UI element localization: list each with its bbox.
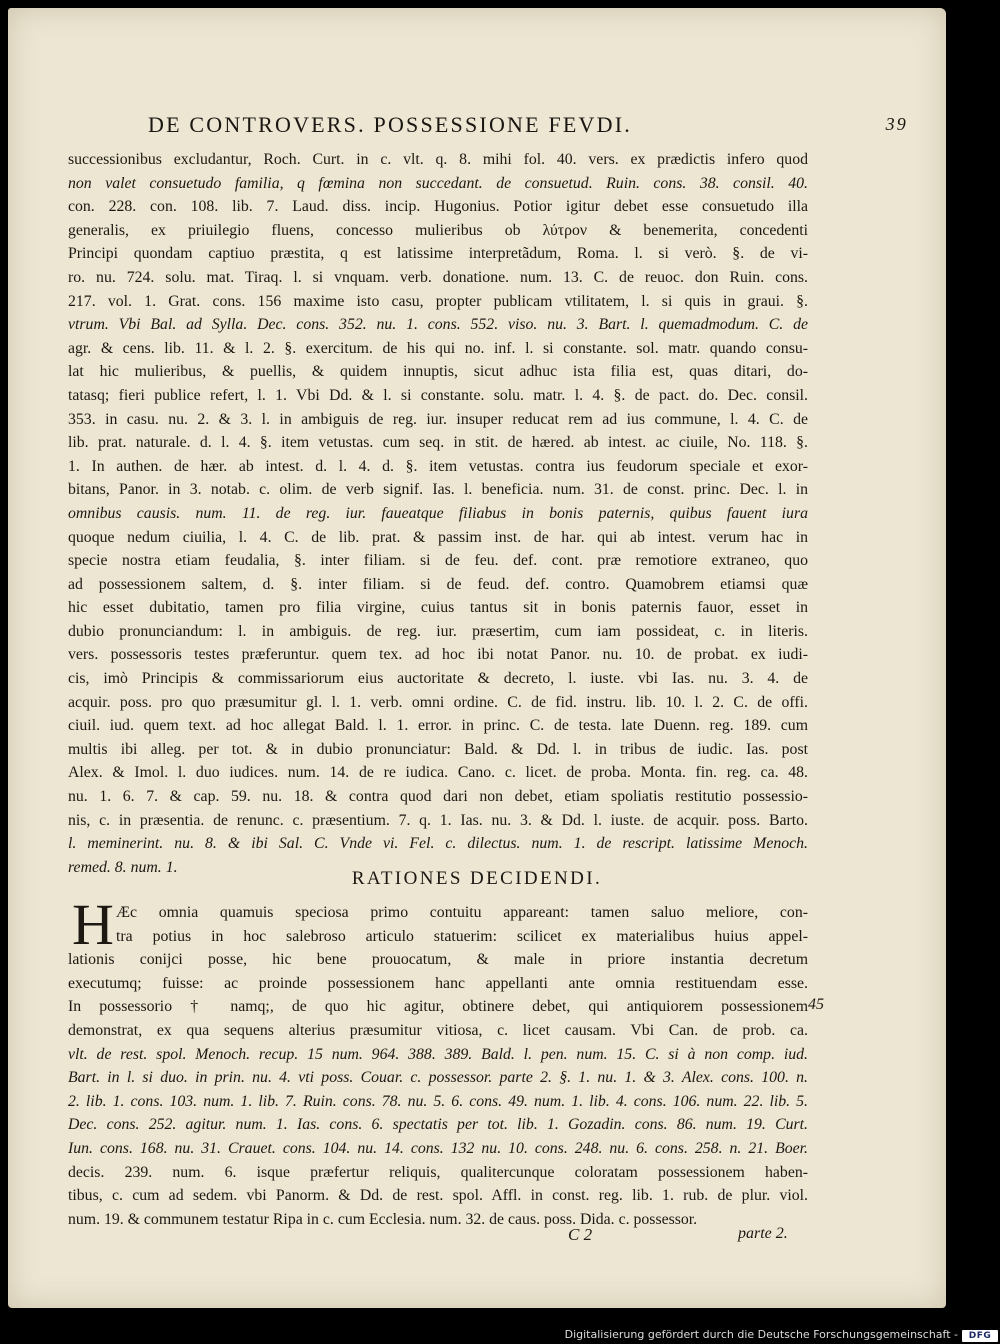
rationes-text-block bbox=[68, 901, 808, 1231]
text-line: acquir. poss. pro quo præsumitur gl. l. 1. verb. omni ordine. C. de fid. instru. lib. 10. l. 2. C. de offi. bbox=[68, 693, 808, 711]
text-line: decis. 239. num. 6. isque præfertur reliquis, qualitercunque coloratam possessionem haben- bbox=[68, 1163, 808, 1181]
text-line: ad possessionem saltem, d. §. inter filiam. si de feud. def. contro. Quamobrem etiamsi quæ bbox=[68, 575, 808, 593]
text-line: l. meminerint. nu. 8. & ibi Sal. C. Vnde vi. Fel. c. dilectus. num. 1. de rescript. latissime Menoch. bbox=[68, 835, 808, 853]
text-line: vtrum. Vbi Bal. ad Sylla. Dec. cons. 352. nu. 1. cons. 552. viso. nu. 3. Bart. l. quemadmodum. C. de bbox=[68, 316, 808, 334]
text-line: bitans, Panor. in 3. notab. c. olim. de verb signif. Ias. l. beneficia. num. 31. de const. princ. Dec. l. in bbox=[68, 481, 808, 499]
text-line: nis, c. in præsentia. de renunc. c. præsentium. 7. q. 1. Ias. nu. 3. & Dd. l. iuste. de acquir. poss. Barto. bbox=[68, 811, 808, 829]
text-line: non valet consuetudo familia, q fœmina non succedant. de consuetud. Ruin. cons. 38. consil. 40. bbox=[68, 174, 808, 192]
body-text-block bbox=[68, 148, 808, 879]
text-line: In possessorio † namq;, de quo hic agitur, obtinere debet, qui antiquiorem possessionem bbox=[68, 998, 808, 1016]
text-line: quoque nedum ciuilia, l. 4. C. de lib. prat. & passim inst. de har. qui ab intest. verum hac in bbox=[68, 528, 808, 546]
text-line: 1. In authen. de hær. ab intest. d. l. 4. d. §. item vetustas. contra ius feudorum speciale et exor- bbox=[68, 457, 808, 475]
text-line: lationis conijci posse, hic bene prouocatum, & male in priore instantia decretum bbox=[68, 951, 808, 969]
text-line: 217. vol. 1. Grat. cons. 156 maxime isto casu, propter publicam vtilitatem, l. si quis in graui. §. bbox=[68, 292, 808, 310]
text-line: Principi quondam captiuo præstita, q est latissime interpretãdum, Roma. l. si verò. §. de vi- bbox=[68, 245, 808, 263]
text-line: vlt. de rest. spol. Menoch. recup. 15 num. 964. 388. 389. Bald. l. pen. num. 15. C. si à non comp. iud. bbox=[68, 1045, 808, 1063]
running-title: DE CONTROVERS. POSSESSIONE FEVDI. bbox=[148, 112, 632, 137]
text-line: ciuil. iud. quem text. ad hoc allegat Bald. l. 1. error. in princ. C. de testa. late Duenn. reg. 189. cum bbox=[68, 717, 808, 735]
text-line: executumq; fuisse: ac proinde possessionem hanc appellanti ante omnia restituendam esse. bbox=[68, 974, 808, 992]
text-line: tatasq; fieri publice refert, l. 1. Vbi Dd. & l. si constante. solu. matr. l. 4. §. de pact. do. Dec. consil. bbox=[68, 386, 808, 404]
text-line: agr. & cens. lib. 11. & l. 2. §. exercitum. de his qui no. inf. l. si constante. sol. matr. quando consu- bbox=[68, 339, 808, 357]
text-line: cis, imò Principis & commissariorum eius auctoritate & decreto, l. iuste. vbi Ias. nu. 3. 4. de bbox=[68, 670, 808, 688]
text-line: ro. nu. 724. solu. mat. Tiraq. l. si vnquam. verb. donatione. num. 13. C. de reuoc. don Ruin. cons. bbox=[68, 268, 808, 286]
section-heading: RATIONES DECIDENDI. bbox=[351, 868, 603, 889]
dfg-logo: DFG bbox=[962, 1330, 998, 1342]
text-line: Æc omnia quamuis speciosa primo contuitu appareant: tamen saluo meliore, con- bbox=[116, 904, 808, 921]
text-line: num. 19. & communem testatur Ripa in c. cum Ecclesia. num. 32. de caus. poss. Dida. c. possessor. bbox=[68, 1210, 698, 1228]
book-page bbox=[8, 8, 946, 1308]
text-line: generalis, ex priuilegio fluens, concesso mulieribus ob λύτρον & benemerita, concedenti bbox=[68, 221, 808, 239]
text-line: remed. 8. num. 1. bbox=[68, 858, 178, 876]
text-line: 2. lib. 1. cons. 103. num. 1. lib. 7. Ruin. cons. 78. nu. 5. 6. cons. 49. num. 1. lib. 4. cons. 106. num. 22. lib. 5. bbox=[68, 1092, 808, 1110]
text-line: vers. possessoris testes præferuntur. quem tex. ad hoc ibi notat Panor. nu. 10. de probat. ex iudi- bbox=[68, 646, 808, 664]
text-line: multis ibi alleg. per tot. & in dubio pronunciatur: Bald. & Dd. l. in tribus de iudic. Ias. post bbox=[68, 740, 808, 758]
digitization-footer bbox=[0, 1330, 1000, 1344]
text-line: demonstrat, ex qua sequens alterius præsumitur vitiosa, c. licet causam. Vbi Can. de prob. ca. bbox=[68, 1021, 808, 1039]
drop-cap-initial: H bbox=[72, 892, 114, 957]
text-line: specie nostra etiam feudalia, §. inter filiam. si de feu. def. cont. præ remotiore extraneo, quo bbox=[68, 552, 808, 570]
text-line: tibus, c. cum ad sedem. vbi Panorm. & Dd. de rest. spol. Affl. in const. reg. lib. 1. rub. de plur. viol. bbox=[68, 1187, 808, 1205]
text-line: hic esset dubitatio, tamen pro filia virgine, cuius tantus sit in bonis paternis fauor, esset in bbox=[68, 599, 808, 617]
page-number: 39 bbox=[885, 114, 908, 134]
text-line: omnibus causis. num. 11. de reg. iur. faueatque filiabus in bonis paternis, quibus fauent iura bbox=[68, 504, 808, 522]
text-line: con. 228. con. 108. lib. 7. Laud. diss. incip. Hugonius. Potior igitur debet esse consuetudo illa bbox=[68, 198, 808, 216]
catchword: parte 2. bbox=[738, 1225, 788, 1242]
marginal-note-number: 45 bbox=[808, 996, 824, 1013]
text-line: 353. in casu. nu. 2. & 3. l. in ambiguis de reg. iur. insuper reducat rem ad ius commune, l. 4. C. de bbox=[68, 410, 808, 428]
text-line: dubio pronunciandum: l. in ambiguis. de reg. iur. præsertim, cum iam possideat, c. in literis. bbox=[68, 622, 808, 640]
text-line: lib. prat. naturale. d. l. 4. §. item vetustas. cum seq. in stit. de hæred. ab intest. ac ciuile, No. 118. §. bbox=[68, 434, 808, 452]
running-header bbox=[148, 112, 908, 138]
signature-mark: C 2 bbox=[568, 1225, 593, 1244]
text-line: Iun. cons. 168. nu. 31. Crauet. cons. 104. nu. 14. cons. 132 nu. 10. cons. 248. nu. 6. cons. 258. n. 21. Boer. bbox=[68, 1139, 808, 1157]
text-line: tra potius in hoc salebroso articulo statuerim: scilicet ex materialibus huius appel- bbox=[116, 927, 808, 945]
text-line: Dec. cons. 252. agitur. num. 1. Ias. cons. 6. spectatis per tot. lib. 1. Gozadin. cons. 86. num. 19. Curt. bbox=[68, 1116, 808, 1134]
text-line: Alex. & Imol. l. duo iudices. num. 14. de re iudica. Cano. c. licet. de proba. Monta. fin. reg. ca. 48. bbox=[68, 764, 808, 782]
text-line: nu. 1. 6. 7. & cap. 59. nu. 18. & contra quod dari non debet, etiam spoliatis restitutio possessio- bbox=[68, 788, 808, 806]
text-line: lat hic mulieribus, & puellis, & quidem innuptis, sicut adhuc ista filia est, quas ditari, do- bbox=[68, 363, 808, 381]
text-line: successionibus excludantur, Roch. Curt. in c. vlt. q. 8. mihi fol. 40. vers. ex prædictis infero quod bbox=[68, 151, 808, 168]
text-line: Bart. in l. si duo. in prin. nu. 4. vti poss. Couar. c. possessor. parte 2. §. 1. nu. 1. & 3. Alex. cons. 100. n. bbox=[68, 1069, 808, 1087]
footer-credit-text: Digitalisierung gefördert durch die Deutsche Forschungsgemeinschaft - bbox=[564, 1328, 958, 1341]
